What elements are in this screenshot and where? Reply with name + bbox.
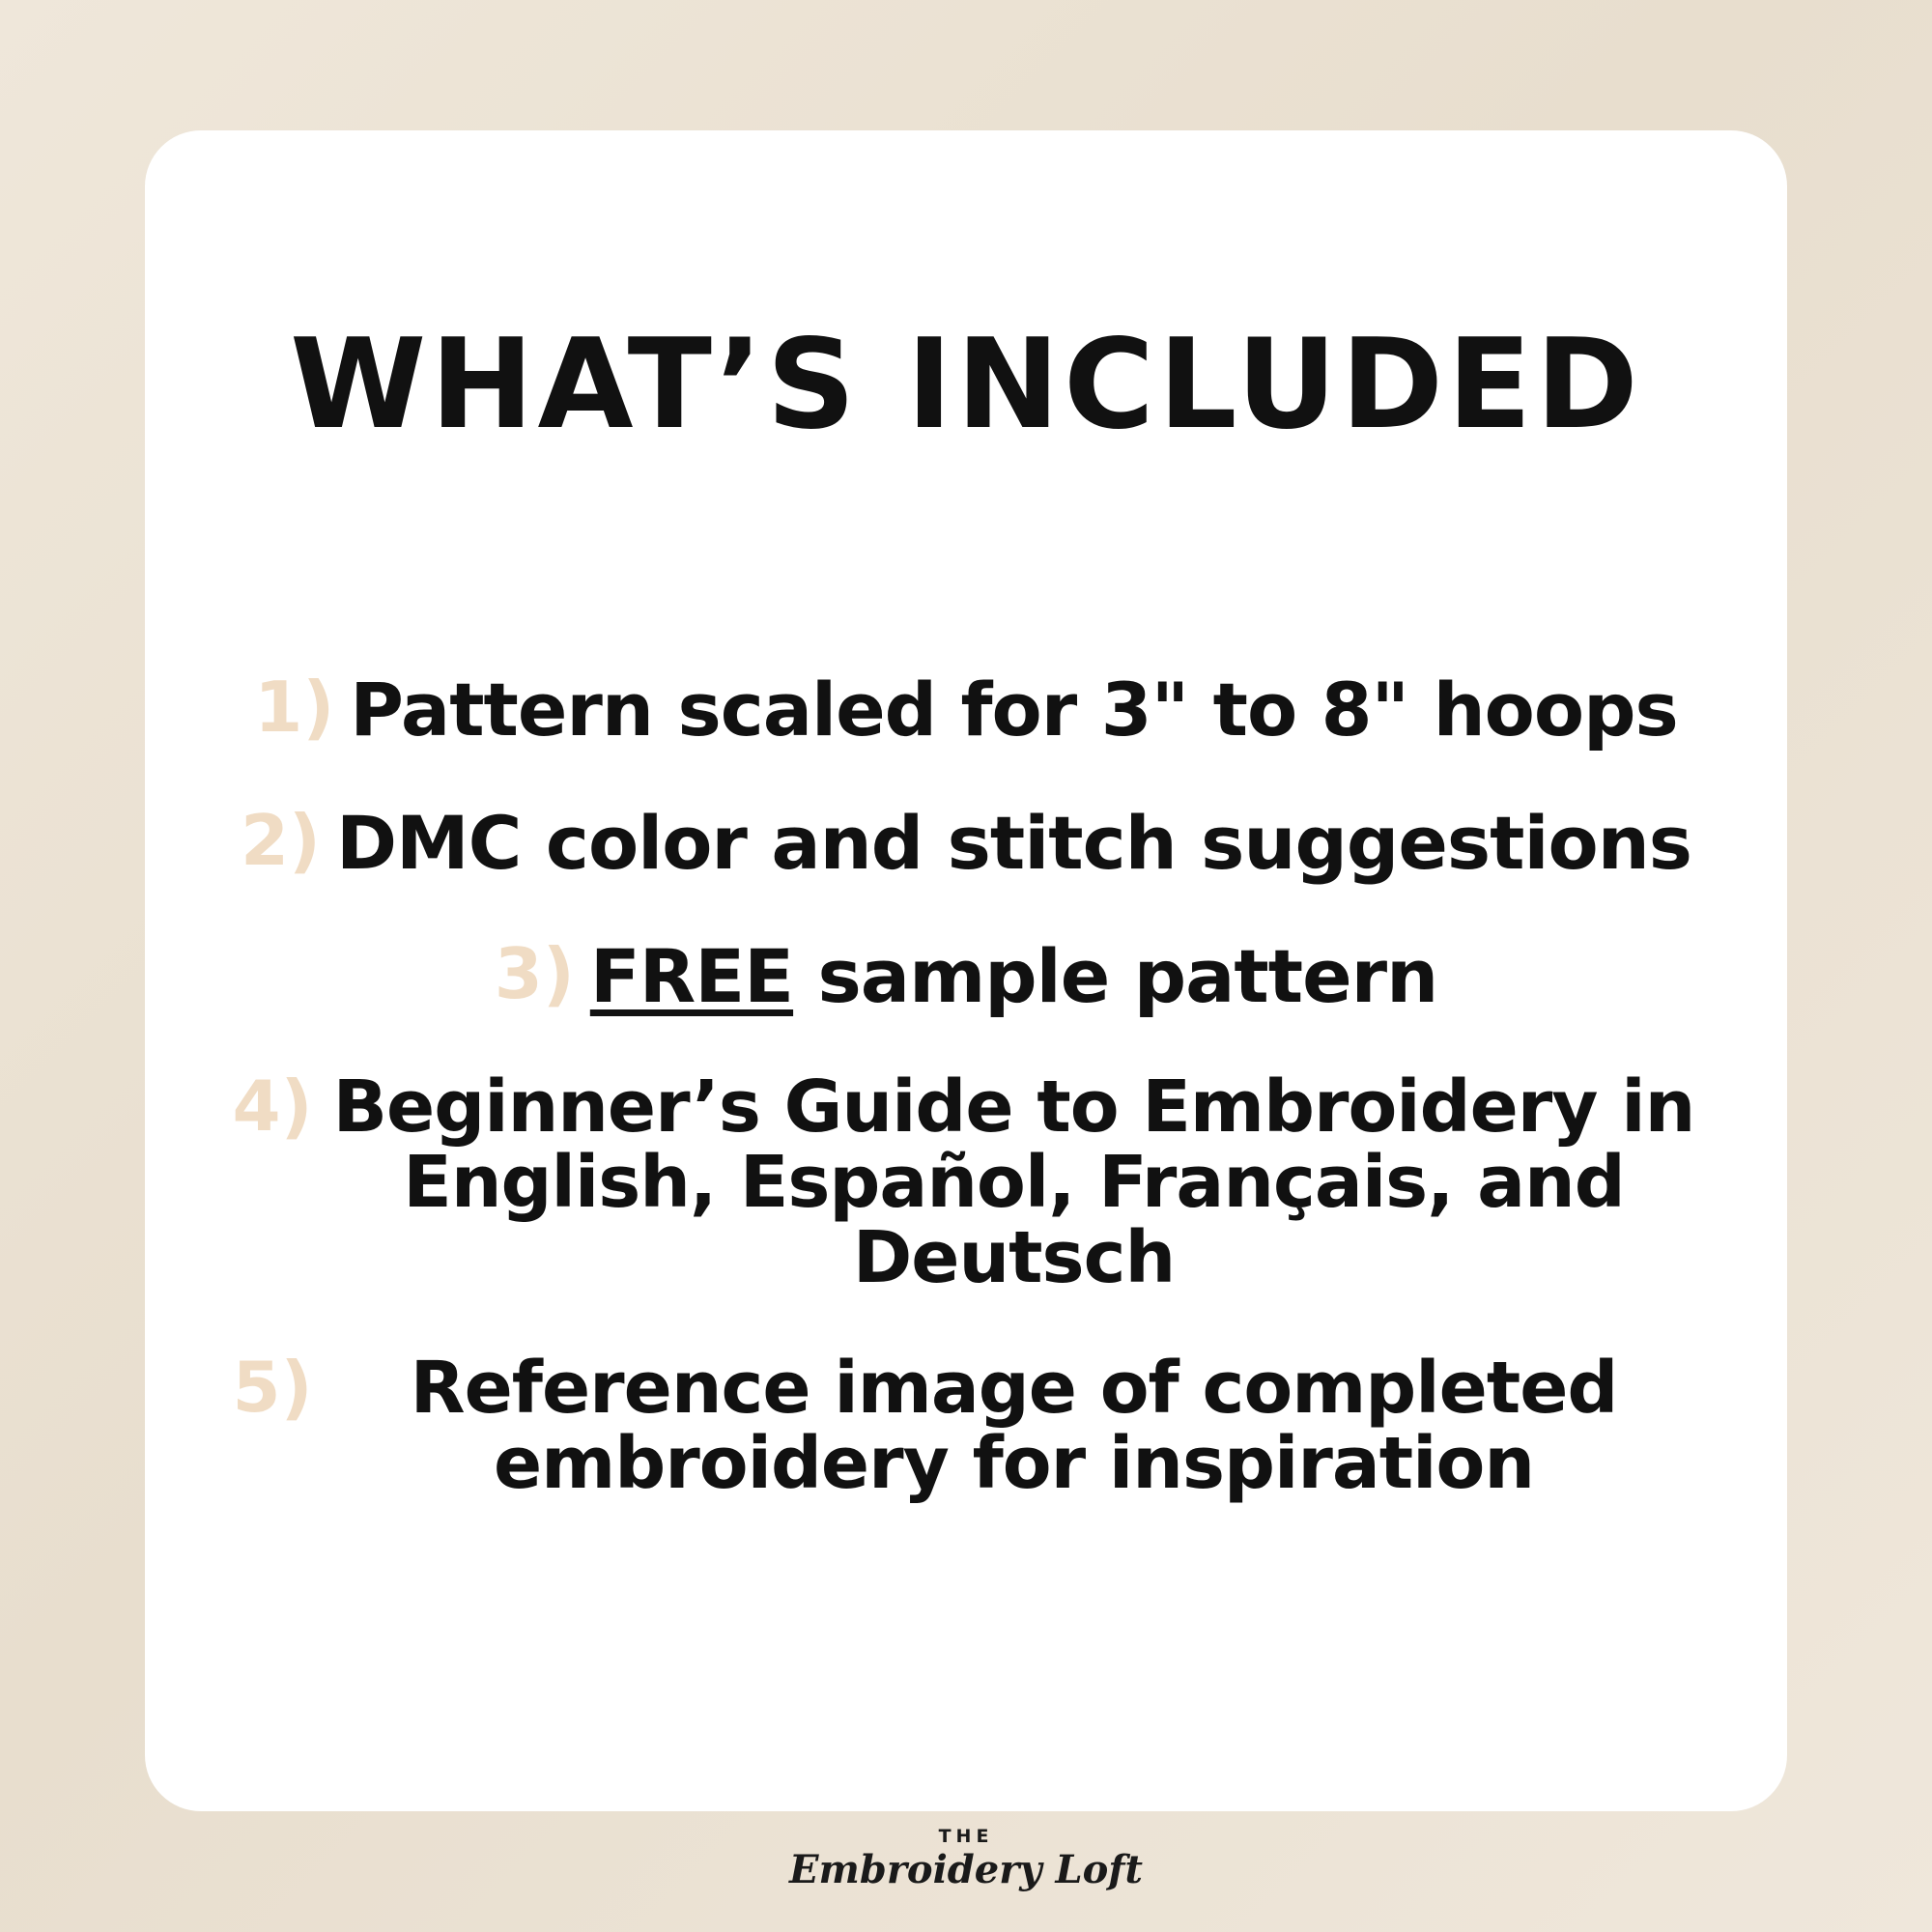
brand-footer xyxy=(0,1827,1932,1891)
list-item-label: Pattern scaled for 3" to 8" hoops xyxy=(350,667,1678,753)
list-item-number: 2) xyxy=(240,799,321,881)
list-item-label: Reference image of completed embroidery for inspiration xyxy=(410,1347,1618,1506)
content-card xyxy=(145,130,1787,1811)
list-item-label: Beginner’s Guide to Embroidery in English, Español, Français, and Deutsch xyxy=(332,1065,1695,1299)
brand-prefix: THE xyxy=(938,1826,994,1848)
list-item-label: DMC color and stitch suggestions xyxy=(335,799,1692,886)
list-item-label xyxy=(589,932,1438,1019)
list-item xyxy=(184,1065,1748,1299)
list-item-number: 4) xyxy=(232,1065,313,1148)
list-item xyxy=(184,667,1748,753)
brand-name: Embroidery Loft xyxy=(789,1847,1143,1892)
list-item xyxy=(184,799,1748,886)
list-item-number: 5) xyxy=(232,1347,313,1429)
page-title: WHAT’S INCLUDED xyxy=(290,313,1642,457)
included-items-list xyxy=(184,667,1748,1558)
list-item xyxy=(184,932,1748,1019)
list-item-label-rest: sample pattern xyxy=(793,932,1438,1019)
list-item-number: 3) xyxy=(494,932,575,1014)
free-emphasis: FREE xyxy=(589,932,794,1019)
list-item xyxy=(184,1347,1748,1506)
list-item-number: 1) xyxy=(254,667,335,748)
